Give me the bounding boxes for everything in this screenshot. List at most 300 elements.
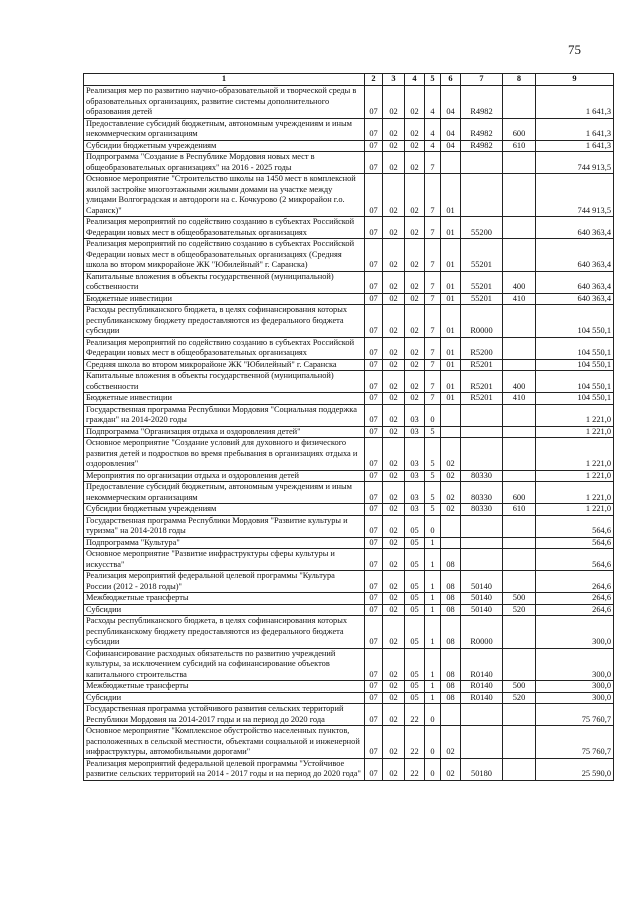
expense-type-code: 500 xyxy=(503,593,536,605)
amount-cell: 104 550,1 xyxy=(536,371,614,393)
col-5-code: 0 xyxy=(425,515,441,537)
col-4-code: 02 xyxy=(405,271,425,293)
amount-cell: 564,6 xyxy=(536,515,614,537)
target-item-code: 55201 xyxy=(461,271,503,293)
col-3-code: 02 xyxy=(383,482,405,504)
target-item-code xyxy=(461,515,503,537)
col-4-code: 05 xyxy=(405,681,425,693)
page-number: 75 xyxy=(568,42,581,57)
col-5-code: 7 xyxy=(425,305,441,338)
target-item-code: R0140 xyxy=(461,681,503,693)
col-4-code: 22 xyxy=(405,758,425,780)
col-3-code: 02 xyxy=(383,426,405,438)
row-description: Государственная программа Республики Мордовия "Развитие культуры и туризма" на 2014-2018 годы xyxy=(84,515,365,537)
row-description: Предоставление субсидий бюджетным, автономным учреждениям и иным некоммерческим организациям xyxy=(84,118,365,140)
header-cell: 7 xyxy=(461,74,503,86)
col-5-code: 4 xyxy=(425,86,441,119)
col-5-code: 1 xyxy=(425,604,441,616)
col-5-code: 1 xyxy=(425,571,441,593)
amount-cell: 1 641,3 xyxy=(536,86,614,119)
target-item-code: R4982 xyxy=(461,140,503,152)
col-3-code: 02 xyxy=(383,648,405,681)
amount-cell: 640 363,4 xyxy=(536,239,614,272)
target-item-code xyxy=(461,726,503,759)
col-5-code: 1 xyxy=(425,681,441,693)
target-item-code xyxy=(461,549,503,571)
col-4-code: 05 xyxy=(405,537,425,549)
col-6-code: 08 xyxy=(441,616,461,649)
table-row xyxy=(84,371,614,393)
row-description: Основное мероприятие "Развитие инфраструктуры сферы культуры и искусства" xyxy=(84,549,365,571)
row-description: Расходы республиканского бюджета, в целях софинансирования которых республиканскому бюджету предоставляются из федерального бюджета субсидии xyxy=(84,616,365,649)
row-description: Реализация мероприятий федеральной целевой программы "Культура России (2012 - 2018 годы)" xyxy=(84,571,365,593)
col-6-code: 01 xyxy=(441,359,461,371)
target-item-code: R5201 xyxy=(461,371,503,393)
col-4-code: 05 xyxy=(405,648,425,681)
col-5-code: 4 xyxy=(425,140,441,152)
amount-cell: 25 590,0 xyxy=(536,758,614,780)
header-cell: 5 xyxy=(425,74,441,86)
col-3-code: 02 xyxy=(383,305,405,338)
amount-cell: 300,0 xyxy=(536,681,614,693)
expense-type-code: 500 xyxy=(503,681,536,693)
expense-type-code xyxy=(503,217,536,239)
target-item-code: 50140 xyxy=(461,571,503,593)
col-4-code: 02 xyxy=(405,217,425,239)
target-item-code: R0140 xyxy=(461,648,503,681)
col-3-code: 02 xyxy=(383,118,405,140)
target-item-code xyxy=(461,537,503,549)
header-cell: 8 xyxy=(503,74,536,86)
col-5-code: 5 xyxy=(425,438,441,471)
col-3-code: 02 xyxy=(383,239,405,272)
amount-cell: 640 363,4 xyxy=(536,271,614,293)
col-3-code: 02 xyxy=(383,337,405,359)
table-row xyxy=(84,359,614,371)
amount-cell: 264,6 xyxy=(536,571,614,593)
expense-type-code xyxy=(503,648,536,681)
col-3-code: 02 xyxy=(383,404,405,426)
col-4-code: 05 xyxy=(405,593,425,605)
col-2-code: 07 xyxy=(365,692,383,704)
table-row xyxy=(84,616,614,649)
table-row xyxy=(84,604,614,616)
col-6-code: 01 xyxy=(441,293,461,305)
target-item-code: 50140 xyxy=(461,604,503,616)
amount-cell: 1 221,0 xyxy=(536,438,614,471)
col-6-code: 02 xyxy=(441,438,461,471)
col-6-code xyxy=(441,404,461,426)
amount-cell: 75 760,7 xyxy=(536,726,614,759)
table-header-row xyxy=(84,74,614,86)
table-row xyxy=(84,537,614,549)
row-description: Предоставление субсидий бюджетным, автономным учреждениям и иным некоммерческим организациям xyxy=(84,482,365,504)
table-row xyxy=(84,482,614,504)
col-3-code: 02 xyxy=(383,152,405,174)
col-3-code: 02 xyxy=(383,726,405,759)
amount-cell: 75 760,7 xyxy=(536,704,614,726)
amount-cell: 1 221,0 xyxy=(536,482,614,504)
col-2-code: 07 xyxy=(365,271,383,293)
row-description: Софинансирование расходных обязательств по развитию учреждений культуры, за исключением субсидий на софинансирование объектов капитального строительства xyxy=(84,648,365,681)
col-4-code: 05 xyxy=(405,616,425,649)
amount-cell: 104 550,1 xyxy=(536,305,614,338)
row-description: Капитальные вложения в объекты государственной (муниципальной) собственности xyxy=(84,271,365,293)
col-5-code: 0 xyxy=(425,726,441,759)
amount-cell: 1 641,3 xyxy=(536,140,614,152)
col-6-code: 01 xyxy=(441,174,461,217)
expense-type-code: 520 xyxy=(503,604,536,616)
expense-type-code: 400 xyxy=(503,271,536,293)
row-description: Реализация мероприятий по содействию созданию в субъектах Российской Федерации новых мест в общеобразовательных организациях xyxy=(84,337,365,359)
col-3-code: 02 xyxy=(383,758,405,780)
col-2-code: 07 xyxy=(365,504,383,516)
table-row xyxy=(84,549,614,571)
row-description: Капитальные вложения в объекты государственной (муниципальной) собственности xyxy=(84,371,365,393)
amount-cell: 300,0 xyxy=(536,692,614,704)
row-description: Субсидии xyxy=(84,692,365,704)
row-description: Основное мероприятие "Комплексное обустройство населенных пунктов, расположенных в сельской местности, объектами социальной и инженерной инфраструктуры, автомобильными дорогами" xyxy=(84,726,365,759)
col-2-code: 07 xyxy=(365,293,383,305)
amount-cell: 1 221,0 xyxy=(536,470,614,482)
col-6-code: 01 xyxy=(441,271,461,293)
row-description: Межбюджетные трансферты xyxy=(84,681,365,693)
col-5-code: 1 xyxy=(425,537,441,549)
col-2-code: 07 xyxy=(365,704,383,726)
col-3-code: 02 xyxy=(383,504,405,516)
header-cell: 9 xyxy=(536,74,614,86)
col-5-code: 5 xyxy=(425,482,441,504)
col-4-code: 02 xyxy=(405,393,425,405)
col-5-code: 7 xyxy=(425,359,441,371)
expense-type-code xyxy=(503,152,536,174)
col-5-code: 7 xyxy=(425,337,441,359)
row-description: Подпрограмма "Создание в Республике Мордовия новых мест в общеобразовательных организациях" на 2016 - 2025 годы xyxy=(84,152,365,174)
table-row xyxy=(84,704,614,726)
col-6-code: 04 xyxy=(441,140,461,152)
col-4-code: 02 xyxy=(405,118,425,140)
expense-type-code xyxy=(503,758,536,780)
col-5-code: 7 xyxy=(425,293,441,305)
table-row xyxy=(84,426,614,438)
target-item-code: R5201 xyxy=(461,359,503,371)
col-5-code: 1 xyxy=(425,549,441,571)
table-row xyxy=(84,118,614,140)
target-item-code: 55201 xyxy=(461,293,503,305)
expense-type-code xyxy=(503,174,536,217)
table-row xyxy=(84,239,614,272)
table-row xyxy=(84,305,614,338)
amount-cell: 564,6 xyxy=(536,549,614,571)
amount-cell: 640 363,4 xyxy=(536,293,614,305)
target-item-code: 55201 xyxy=(461,239,503,272)
col-4-code: 02 xyxy=(405,293,425,305)
target-item-code: 80330 xyxy=(461,482,503,504)
table-row xyxy=(84,174,614,217)
col-2-code: 07 xyxy=(365,438,383,471)
expense-type-code xyxy=(503,704,536,726)
expense-type-code: 410 xyxy=(503,293,536,305)
expense-type-code xyxy=(503,616,536,649)
header-cell: 3 xyxy=(383,74,405,86)
amount-cell: 1 221,0 xyxy=(536,404,614,426)
row-description: Подпрограмма "Организация отдыха и оздоровления детей" xyxy=(84,426,365,438)
col-2-code: 07 xyxy=(365,515,383,537)
target-item-code: R0140 xyxy=(461,692,503,704)
col-6-code: 01 xyxy=(441,337,461,359)
col-6-code: 08 xyxy=(441,692,461,704)
amount-cell: 744 913,5 xyxy=(536,152,614,174)
col-4-code: 03 xyxy=(405,470,425,482)
table-row xyxy=(84,404,614,426)
col-2-code: 07 xyxy=(365,648,383,681)
row-description: Субсидии бюджетным учреждениям xyxy=(84,140,365,152)
col-6-code: 08 xyxy=(441,648,461,681)
col-4-code: 05 xyxy=(405,692,425,704)
header-cell: 6 xyxy=(441,74,461,86)
col-4-code: 03 xyxy=(405,404,425,426)
table-row xyxy=(84,86,614,119)
col-6-code xyxy=(441,152,461,174)
amount-cell: 264,6 xyxy=(536,593,614,605)
col-3-code: 02 xyxy=(383,616,405,649)
target-item-code: R0000 xyxy=(461,305,503,338)
col-4-code: 02 xyxy=(405,239,425,272)
budget-table xyxy=(83,73,614,781)
col-5-code: 7 xyxy=(425,174,441,217)
expense-type-code xyxy=(503,404,536,426)
table-row xyxy=(84,393,614,405)
row-description: Реализация мер по развитию научно-образовательной и творческой среды в образовательных организациях, развитие системы дополнительного образования детей xyxy=(84,86,365,119)
expense-type-code xyxy=(503,337,536,359)
amount-cell: 104 550,1 xyxy=(536,359,614,371)
col-4-code: 02 xyxy=(405,337,425,359)
table-row xyxy=(84,726,614,759)
amount-cell: 300,0 xyxy=(536,616,614,649)
target-item-code: R5201 xyxy=(461,393,503,405)
row-description: Субсидии xyxy=(84,604,365,616)
col-4-code: 02 xyxy=(405,86,425,119)
amount-cell: 1 641,3 xyxy=(536,118,614,140)
col-5-code: 0 xyxy=(425,704,441,726)
amount-cell: 1 221,0 xyxy=(536,504,614,516)
col-6-code xyxy=(441,426,461,438)
header-cell: 4 xyxy=(405,74,425,86)
amount-cell: 104 550,1 xyxy=(536,393,614,405)
col-3-code: 02 xyxy=(383,86,405,119)
row-description: Государственная программа устойчивого развития сельских территорий Республики Мордовия на 2014-2017 годы и на период до 2020 года xyxy=(84,704,365,726)
table-row xyxy=(84,337,614,359)
col-4-code: 22 xyxy=(405,726,425,759)
col-5-code: 0 xyxy=(425,404,441,426)
expense-type-code xyxy=(503,359,536,371)
expense-type-code xyxy=(503,86,536,119)
col-2-code: 07 xyxy=(365,404,383,426)
col-2-code: 07 xyxy=(365,217,383,239)
target-item-code xyxy=(461,438,503,471)
col-6-code: 01 xyxy=(441,217,461,239)
col-6-code: 08 xyxy=(441,681,461,693)
col-6-code: 08 xyxy=(441,593,461,605)
col-4-code: 05 xyxy=(405,549,425,571)
col-4-code: 02 xyxy=(405,152,425,174)
col-2-code: 07 xyxy=(365,604,383,616)
col-2-code: 07 xyxy=(365,118,383,140)
row-description: Расходы республиканского бюджета, в целях софинансирования которых республиканскому бюджету предоставляются из федерального бюджета субсидии xyxy=(84,305,365,338)
col-4-code: 03 xyxy=(405,438,425,471)
amount-cell: 300,0 xyxy=(536,648,614,681)
col-5-code: 7 xyxy=(425,371,441,393)
table-row xyxy=(84,593,614,605)
amount-cell: 640 363,4 xyxy=(536,217,614,239)
col-2-code: 07 xyxy=(365,239,383,272)
col-3-code: 02 xyxy=(383,470,405,482)
col-5-code: 1 xyxy=(425,616,441,649)
col-5-code: 7 xyxy=(425,152,441,174)
table-row xyxy=(84,692,614,704)
row-description: Основное мероприятие "Строительство школы на 1450 мест в комплексной жилой застройке многоэтажными жилыми домами на участке между улицами Волгоградская и автодороги на с. Кочкурово (2 микрорайон г.о. Саранск)" xyxy=(84,174,365,217)
expense-type-code xyxy=(503,438,536,471)
col-5-code: 5 xyxy=(425,470,441,482)
col-2-code: 07 xyxy=(365,681,383,693)
col-2-code: 07 xyxy=(365,482,383,504)
col-6-code xyxy=(441,704,461,726)
col-2-code: 07 xyxy=(365,140,383,152)
col-6-code: 08 xyxy=(441,571,461,593)
row-description: Подпрограмма "Культура" xyxy=(84,537,365,549)
expense-type-code: 610 xyxy=(503,140,536,152)
col-6-code: 01 xyxy=(441,239,461,272)
amount-cell: 104 550,1 xyxy=(536,337,614,359)
table-row xyxy=(84,571,614,593)
table-row xyxy=(84,152,614,174)
table-row xyxy=(84,515,614,537)
col-6-code: 04 xyxy=(441,118,461,140)
table-row xyxy=(84,271,614,293)
col-3-code: 02 xyxy=(383,371,405,393)
table-row xyxy=(84,681,614,693)
col-4-code: 05 xyxy=(405,571,425,593)
expense-type-code: 600 xyxy=(503,118,536,140)
col-5-code: 7 xyxy=(425,393,441,405)
col-6-code: 02 xyxy=(441,726,461,759)
col-2-code: 07 xyxy=(365,593,383,605)
row-description: Субсидии бюджетным учреждениям xyxy=(84,504,365,516)
target-item-code: 80330 xyxy=(461,504,503,516)
header-cell: 2 xyxy=(365,74,383,86)
table-row xyxy=(84,217,614,239)
col-2-code: 07 xyxy=(365,305,383,338)
target-item-code xyxy=(461,152,503,174)
col-3-code: 02 xyxy=(383,593,405,605)
col-5-code: 7 xyxy=(425,239,441,272)
table-row xyxy=(84,758,614,780)
target-item-code: 50140 xyxy=(461,593,503,605)
col-5-code: 1 xyxy=(425,593,441,605)
col-6-code xyxy=(441,515,461,537)
col-2-code: 07 xyxy=(365,470,383,482)
col-2-code: 07 xyxy=(365,359,383,371)
expense-type-code: 610 xyxy=(503,504,536,516)
expense-type-code xyxy=(503,239,536,272)
header-cell: 1 xyxy=(84,74,365,86)
col-6-code: 08 xyxy=(441,604,461,616)
col-4-code: 03 xyxy=(405,482,425,504)
table-row xyxy=(84,470,614,482)
col-4-code: 05 xyxy=(405,515,425,537)
col-3-code: 02 xyxy=(383,140,405,152)
amount-cell: 744 913,5 xyxy=(536,174,614,217)
amount-cell: 264,6 xyxy=(536,604,614,616)
target-item-code: 80330 xyxy=(461,470,503,482)
target-item-code: R0000 xyxy=(461,616,503,649)
expense-type-code: 410 xyxy=(503,393,536,405)
col-2-code: 07 xyxy=(365,152,383,174)
col-2-code: 07 xyxy=(365,371,383,393)
col-4-code: 03 xyxy=(405,504,425,516)
row-description: Реализация мероприятий федеральной целевой программы "Устойчивое развитие сельских территорий на 2014 - 2017 годы и на период до 2020 года" xyxy=(84,758,365,780)
target-item-code: R4982 xyxy=(461,118,503,140)
col-4-code: 03 xyxy=(405,426,425,438)
col-6-code: 01 xyxy=(441,371,461,393)
col-3-code: 02 xyxy=(383,359,405,371)
row-description: Средняя школа во втором микрорайоне ЖК "Юбилейный" г. Саранска xyxy=(84,359,365,371)
col-5-code: 5 xyxy=(425,504,441,516)
col-4-code: 02 xyxy=(405,174,425,217)
col-6-code: 02 xyxy=(441,758,461,780)
budget-table-body xyxy=(84,74,614,781)
col-3-code: 02 xyxy=(383,515,405,537)
col-3-code: 02 xyxy=(383,692,405,704)
col-4-code: 05 xyxy=(405,604,425,616)
expense-type-code xyxy=(503,426,536,438)
expense-type-code xyxy=(503,571,536,593)
table-row xyxy=(84,504,614,516)
row-description: Реализация мероприятий по содействию созданию в субъектах Российской Федерации новых мест в общеобразовательных организациях xyxy=(84,217,365,239)
col-4-code: 02 xyxy=(405,140,425,152)
expense-type-code xyxy=(503,726,536,759)
target-item-code xyxy=(461,426,503,438)
table-row xyxy=(84,648,614,681)
table-row xyxy=(84,140,614,152)
col-5-code: 4 xyxy=(425,118,441,140)
target-item-code: 55200 xyxy=(461,217,503,239)
col-2-code: 07 xyxy=(365,758,383,780)
col-3-code: 02 xyxy=(383,571,405,593)
col-5-code: 7 xyxy=(425,271,441,293)
col-5-code: 5 xyxy=(425,426,441,438)
col-2-code: 07 xyxy=(365,86,383,119)
expense-type-code xyxy=(503,537,536,549)
col-2-code: 07 xyxy=(365,726,383,759)
col-3-code: 02 xyxy=(383,704,405,726)
row-description: Мероприятия по организации отдыха и оздоровления детей xyxy=(84,470,365,482)
col-5-code: 0 xyxy=(425,758,441,780)
table-row xyxy=(84,293,614,305)
target-item-code: R5200 xyxy=(461,337,503,359)
col-2-code: 07 xyxy=(365,426,383,438)
target-item-code: 50180 xyxy=(461,758,503,780)
col-3-code: 02 xyxy=(383,271,405,293)
expense-type-code xyxy=(503,515,536,537)
col-6-code: 02 xyxy=(441,470,461,482)
row-description: Государственная программа Республики Мордовия "Социальная поддержка граждан" на 2014-2020 годы xyxy=(84,404,365,426)
col-2-code: 07 xyxy=(365,571,383,593)
row-description: Бюджетные инвестиции xyxy=(84,393,365,405)
col-3-code: 02 xyxy=(383,438,405,471)
expense-type-code: 520 xyxy=(503,692,536,704)
col-5-code: 1 xyxy=(425,692,441,704)
